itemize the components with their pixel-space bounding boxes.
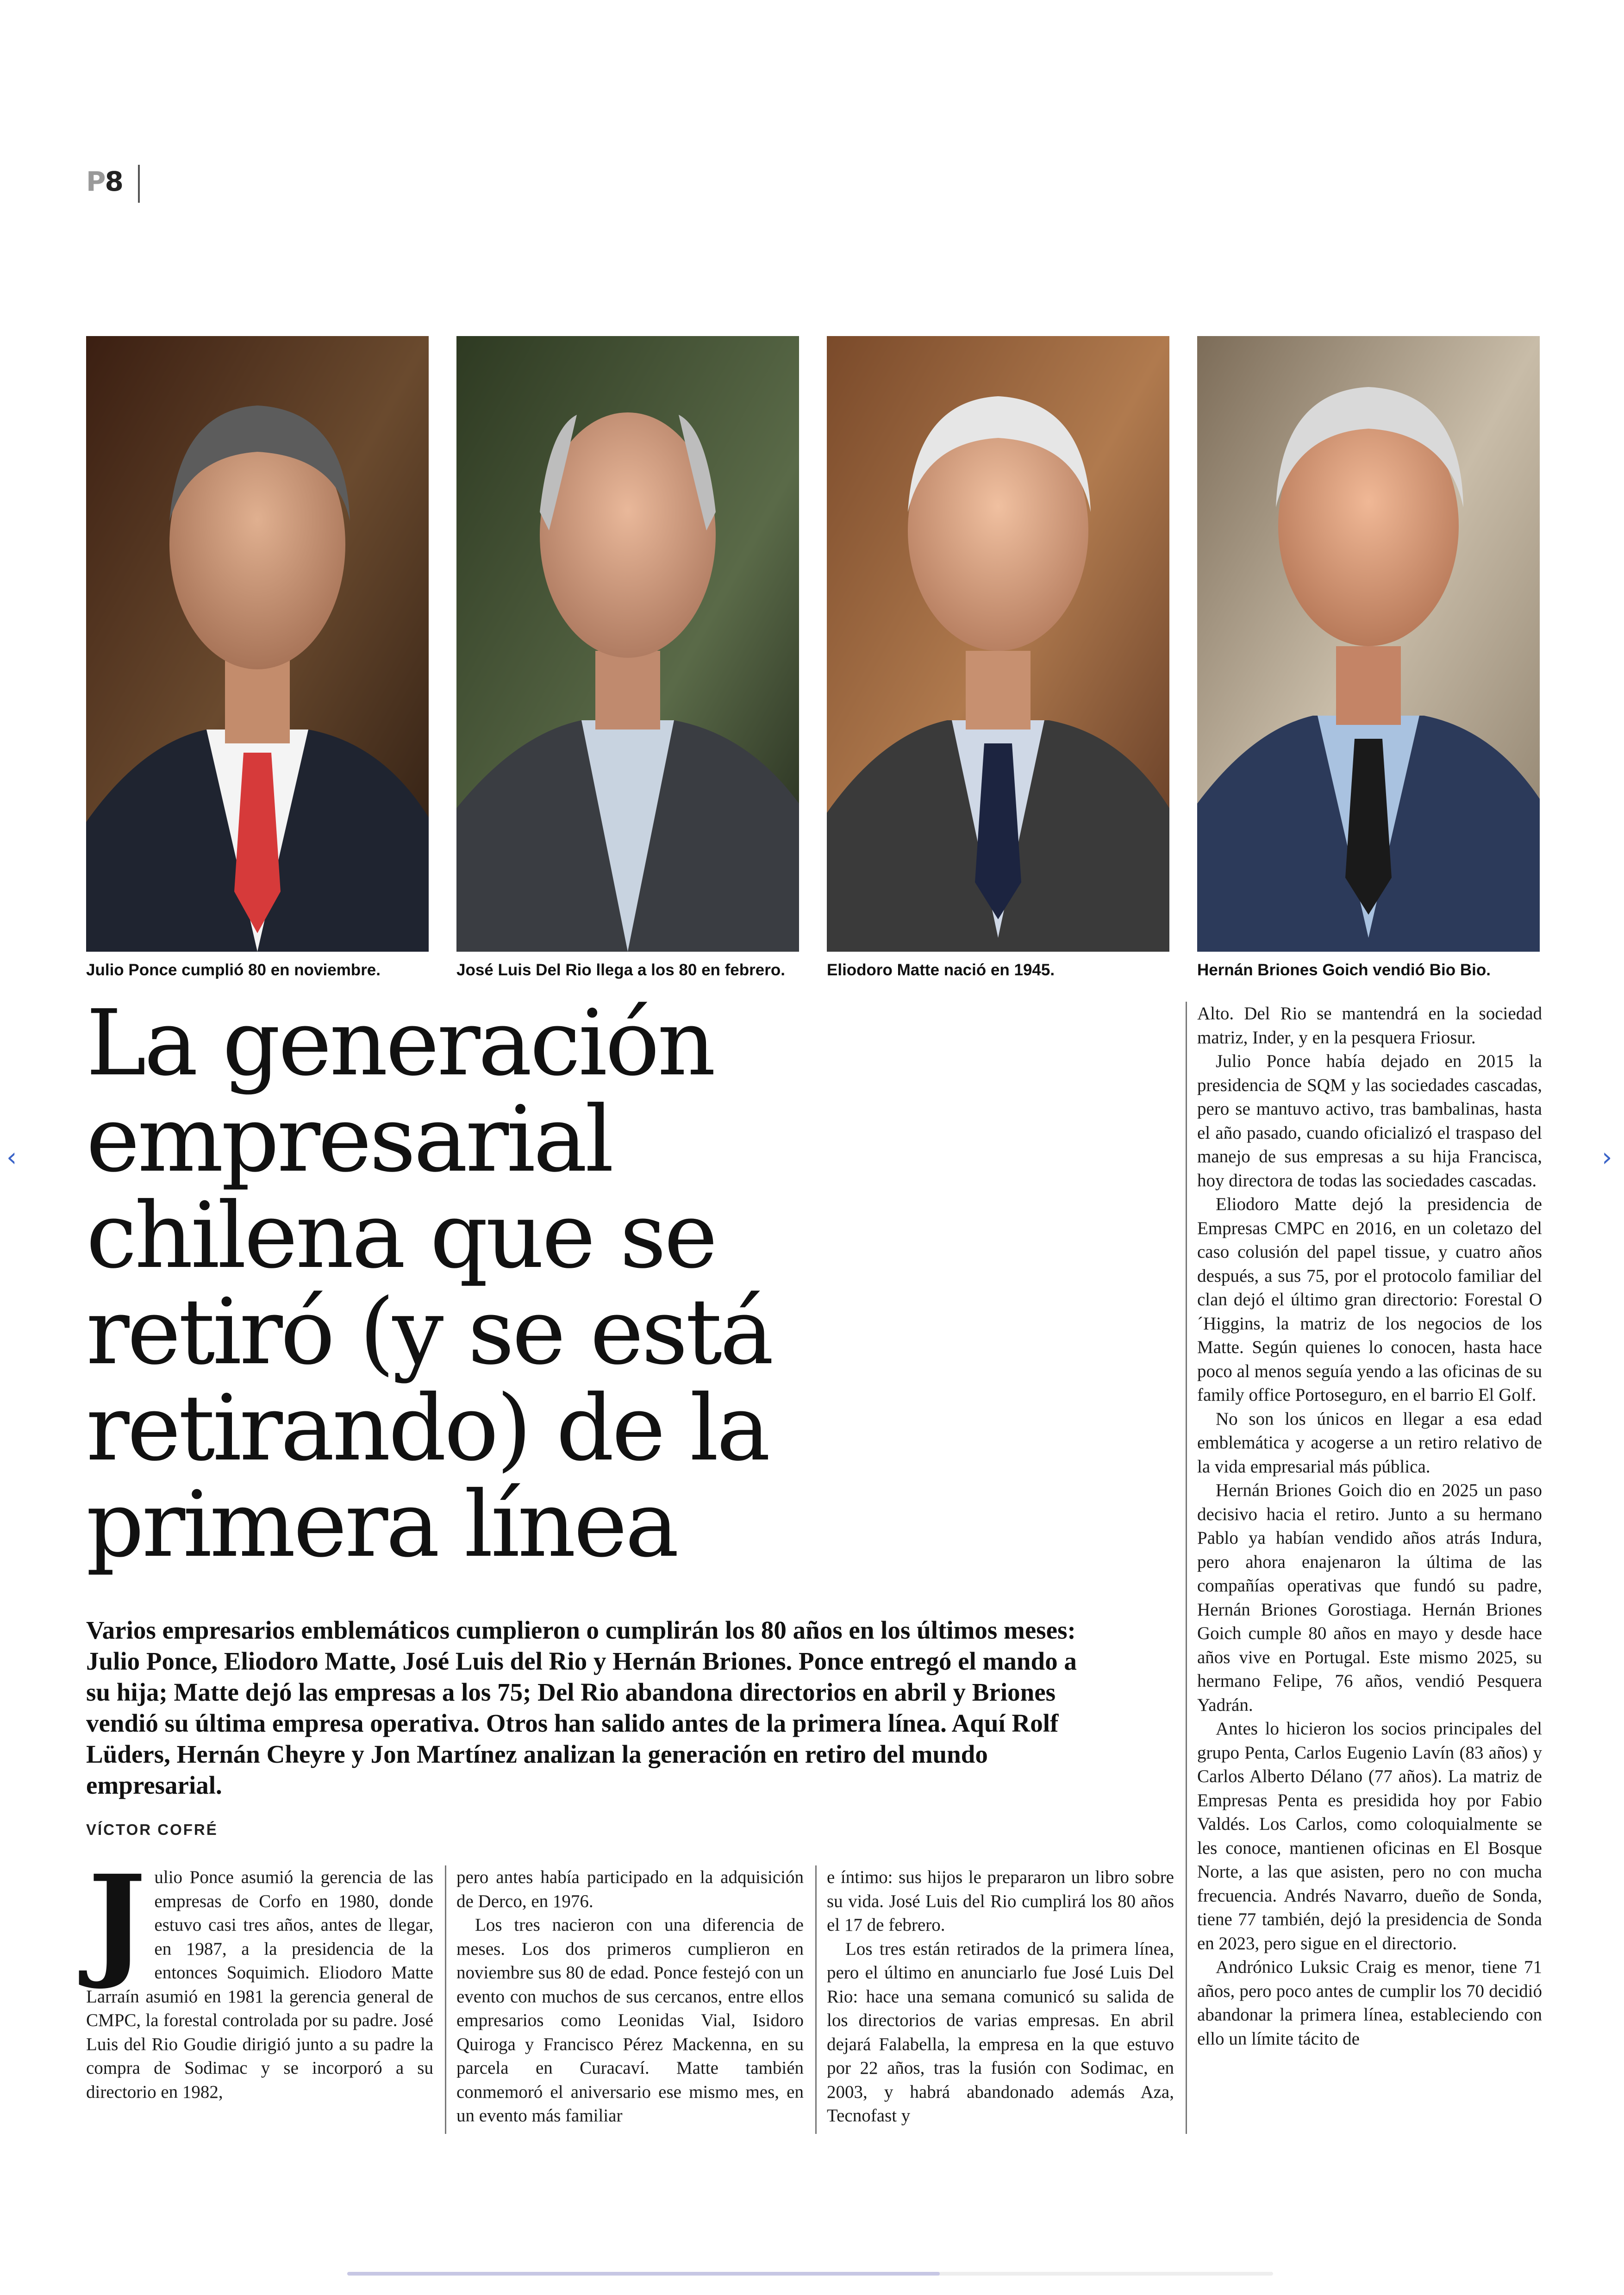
- paragraph: e íntimo: sus hijos le prepararon un libro sobre su vida. José Luis del Rio cumplirá los 80 años el 17 de febrero.: [827, 1867, 1174, 1935]
- photo-julio-ponce: [86, 336, 429, 952]
- photo-hernan-briones-goich: [1197, 336, 1540, 952]
- photo-caption: Julio Ponce cumplió 80 en noviembre.: [86, 961, 381, 979]
- page-number-divider: [138, 165, 140, 203]
- portrait-image: [86, 336, 429, 952]
- body-column-3: [827, 1865, 1174, 2128]
- paragraph: Antes lo hicieron los socios principales del grupo Penta, Carlos Eugenio Lavín (83 años) y Carlos Alberto Délano (77 años). La matriz de Empresas Penta es presidida hoy por Fabio Valdés. Los Carlos, como coloquialmente se les conoce, mantienen oficinas en El Bosque Norte, a las que asisten, pero no con mucha frecuencia. Andrés Navarro, dueño de Sonda, tiene 77 también, dejó la presidencia de Sonda en 2023, pero sigue en el directorio.: [1197, 1719, 1542, 1953]
- page-number: P8: [86, 166, 123, 197]
- paragraph: Hernán Briones Goich dio en 2025 un paso decisivo hacia el retiro. Junto a su hermano Pablo ya habían vendido años atrás Indura, pero ahora enajenaron la última de las compañías operativas que fundó su padre, Hernán Briones Gorostiaga. Hernán Briones Goich cumple 80 años en mayo y desde hace años vive en Portugal. Este mismo 2025, su hermano Felipe, 76 años, vendió Pesquera Yadrán.: [1197, 1480, 1542, 1715]
- photo-caption: Hernán Briones Goich vendió Bio Bio.: [1197, 961, 1491, 979]
- paragraph: Alto. Del Rio se mantendrá en la sociedad matriz, Inder, y en la pesquera Friosur.: [1197, 1004, 1542, 1048]
- paragraph: No son los únicos en llegar a esa edad emblemática y acogerse a un retiro relativo de la vida empresarial más pública.: [1197, 1409, 1542, 1477]
- body-column-2: [456, 1865, 804, 2128]
- body-column-4: [1197, 1002, 1542, 2051]
- paragraph: Eliodoro Matte dejó la presidencia de Empresas CMPC en 2016, en un coletazo del caso colusión del papel tissue, y cuatro años después, a sus 75, por el protocolo familiar del clan dejó el último gran directorio: Forestal O´Higgins, la matriz de los negocios de los Matte. Según quienes lo conocen, hasta hace poco al menos seguía yendo a las oficinas de su family office Portoseguro, en el barrio El Golf.: [1197, 1194, 1542, 1405]
- column-divider: [1186, 1002, 1187, 2134]
- portrait-image: [1197, 336, 1540, 952]
- paragraph: ulio Ponce asumió la gerencia de las empresas de Corfo en 1980, donde estuvo casi tres años, antes de llegar, en 1987, a la presidencia de la entonces Soquimich. Eliodoro Matte Larraín asumió en 1981 la gerencia general de CMPC, la forestal controlada por su padre. José Luis del Rio Goudie dirigió junto a su padre la compra de Sodimac y se incorporó a su directorio en 1982,: [86, 1867, 433, 2102]
- photo-jose-luis-del-rio: [456, 336, 799, 952]
- byline: VÍCTOR COFRÉ: [86, 1821, 218, 1838]
- article-headline: La generación empresarial chilena que se retiró (y se está retirando) de la primera línea: [86, 991, 772, 1578]
- article-lead: Varios empresarios emblemáticos cumplieron o cumplirán los 80 años en los últimos meses: Julio Ponce, Eliodoro Matte, José Luis del Rio y Hernán Briones. Ponce entregó el mando a su hija; Matte dejó las empresas a los 75; Del Rio abandona directorios en abril y Briones vendió su última empresa operativa. Otros han salido antes de la primera línea. Aquí Rolf Lüders, Hernán Cheyre y Jon Martínez analizan la generación en retiro del mundo empresarial.: [86, 1616, 1077, 1799]
- chevron-left-icon[interactable]: ‹: [6, 1142, 17, 1172]
- portrait-image: [827, 336, 1169, 952]
- scroll-thumb[interactable]: [347, 2272, 940, 2276]
- paragraph: Los tres nacieron con una diferencia de meses. Los dos primeros cumplieron en noviembre sus 80 de edad. Ponce festejó con un evento con muchos de sus cercanos, entre ellos empresarios como Leonidas Vial, Isidoro Quiroga y Francisco Pérez Mackenna, en su parcela en Curacaví. Matte también conmemoró el aniversario ese mismo mes, en un evento más familiar: [456, 1915, 804, 2126]
- paragraph: Los tres están retirados de la primera línea, pero el último en anunciarlo fue José Luis Del Rio: hace una semana comunicó su salida de los directorios de varias empresas. En abril dejará Falabella, la empresa en la que estuvo por 22 años, tras la fusión con Sodimac, en 2003, y habrá abandonado además Aza, Tecnofast y: [827, 1939, 1174, 2126]
- column-divider: [445, 1865, 446, 2134]
- paragraph: Andrónico Luksic Craig es menor, tiene 71 años, pero poco antes de cumplir los 70 decidió abandonar la primera línea, estableciendo con ello un límite tácito de: [1197, 1957, 1542, 2049]
- photo-eliodoro-matte: [827, 336, 1169, 952]
- drop-cap: J: [88, 1848, 146, 1992]
- photo-caption: Eliodoro Matte nació en 1945.: [827, 961, 1055, 979]
- column-divider: [815, 1865, 817, 2134]
- paragraph: pero antes había participado en la adquisición de Derco, en 1976.: [456, 1867, 804, 1911]
- photo-caption: José Luis Del Rio llega a los 80 en febrero.: [456, 961, 785, 979]
- chevron-right-icon[interactable]: ›: [1602, 1142, 1612, 1172]
- paragraph: Julio Ponce había dejado en 2015 la presidencia de SQM y las sociedades cascadas, pero se mantuvo activo, tras bambalinas, hasta el año pasado, cuando oficializó el traspaso del manejo de sus empresas a su hija Francisca, hoy directora de todas las sociedades cascadas.: [1197, 1051, 1542, 1191]
- body-column-1: [86, 1848, 433, 2104]
- portrait-image: [456, 336, 799, 952]
